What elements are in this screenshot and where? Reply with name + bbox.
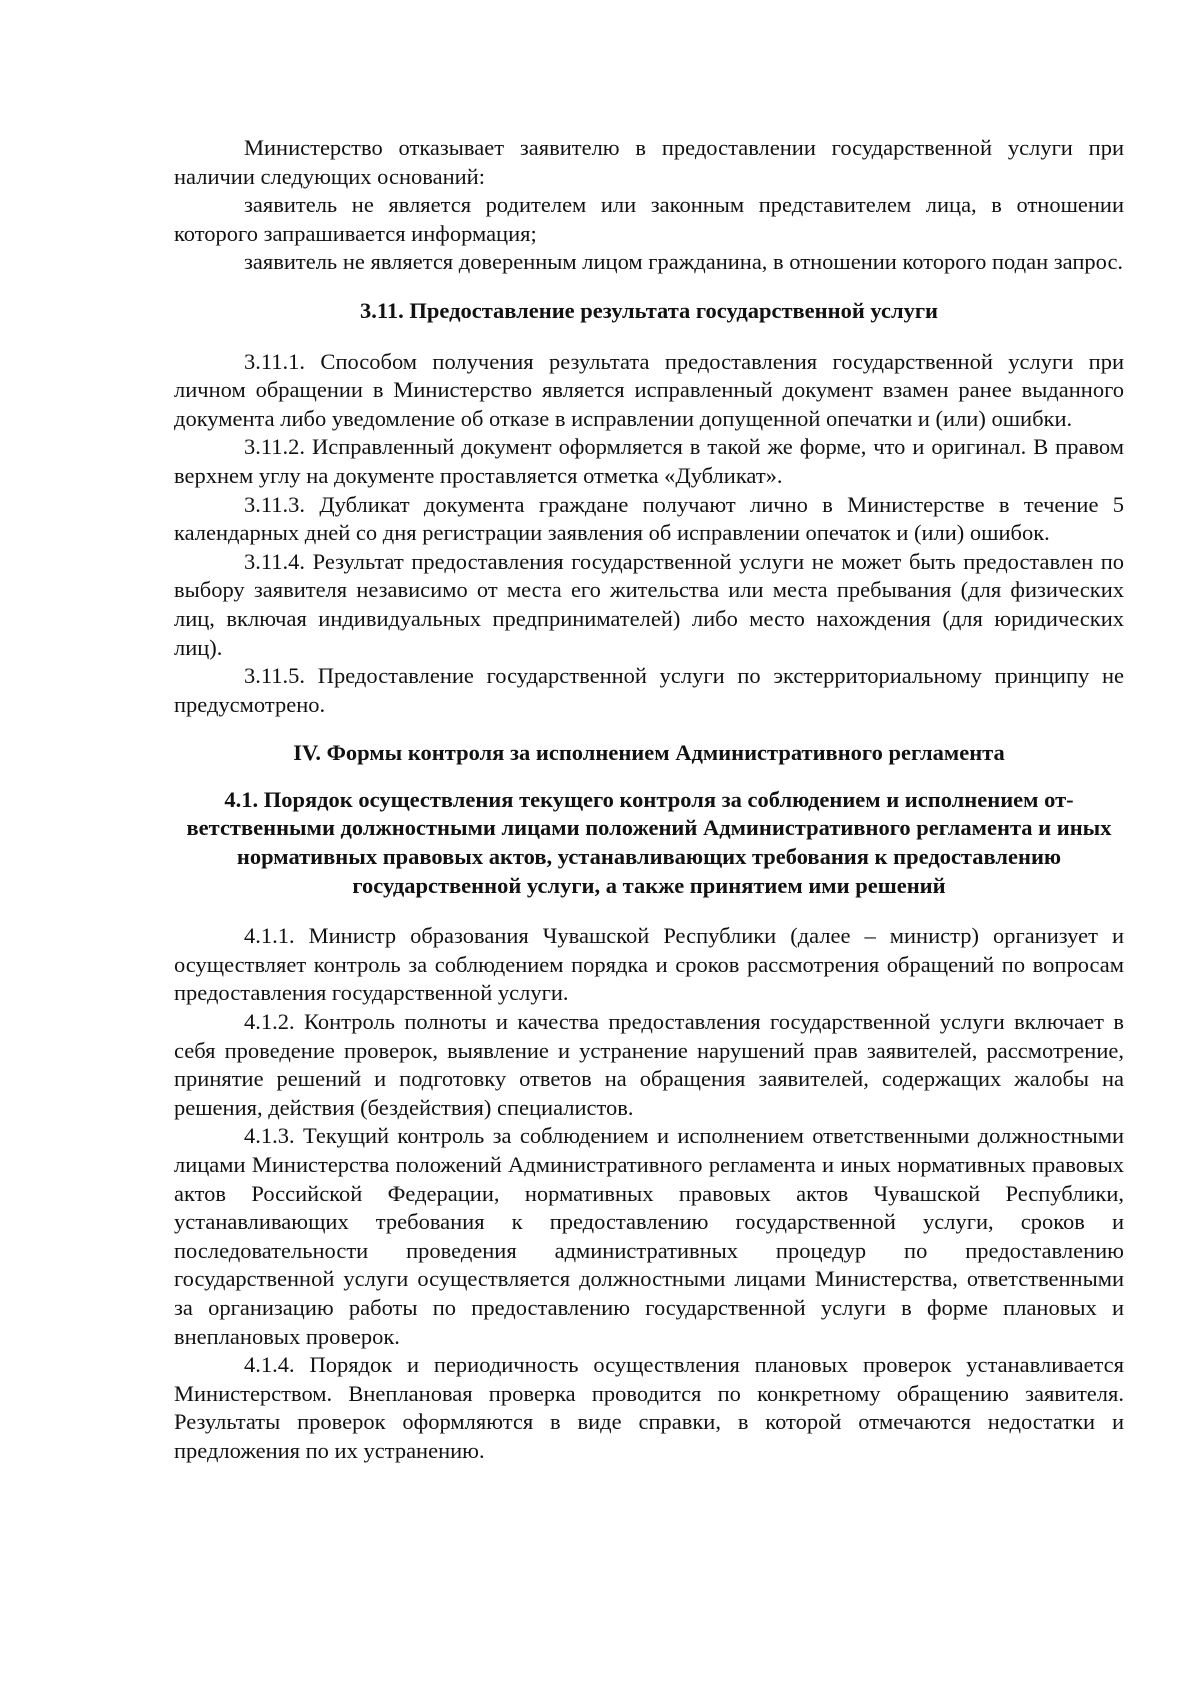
paragraph-refusal-grounds: Министерство отказывает заявителю в предоставлении государственной услуги при наличии следующих оснований: <box>174 135 1124 189</box>
paragraph-4-1-1: 4.1.1. Министр образования Чувашской Республики (далее – министр) организует и осуществляет контроль за соблюдением порядка и сроков рассмотрения обращений по вопросам предоставления государственной услуги. <box>174 923 1124 1006</box>
paragraph-3-11-3: 3.11.3. Дубликат документа граждане получают лично в Министерстве в течение 5 календарных дней со дня регистрации заявления об исправлении опечаток и (или) ошибок. <box>174 491 1124 546</box>
section-heading-4-1: 4.1. Порядок осуществления текущего контроля за соблюдением и исполнением ответственными должностными лицами положений Административного регламента и иных нормативных правовых актов, устанавливающих требования к предоставлению государственной услуги, а также принятием ими решений <box>186 786 1112 898</box>
spacer <box>174 277 1124 297</box>
paragraph-4-1-3: 4.1.3. Текущий контроль за соблюдением и исполнением ответственными должностными лицами Министерства положений Административного регламента и иных нормативных правовых актов Российской Федерации, нормативных правовых актов Чувашской Республики, устанавливающих требования к предоставлению государственной услуги, сроков и последовательности проведения административных процедур по предоставлению государственной услуги осуществляется должностными лицами Министерства, ответственными за организацию работы по предоставлению государственной услуги в форме плановых и внеплановых проверок. <box>174 1123 1124 1349</box>
paragraph-3-11-1: 3.11.1. Способом получения результата предоставления государственной услуги при личном обращении в Министерство является исправленный документ взамен ранее выданного документа либо уведомление об отказе в исправлении допущенной опечатки и (или) ошибки. <box>174 348 1124 431</box>
spacer <box>174 900 1124 922</box>
chapter-heading-4: IV. Формы контроля за исполнением Административного регламента <box>293 740 1005 766</box>
paragraph-3-11-5: 3.11.5. Предоставление государственной услуги по экстерриториальному принципу не предусмотрено. <box>174 663 1124 717</box>
spacer <box>174 768 1124 786</box>
spacer <box>174 719 1124 739</box>
paragraph-4-1-2: 4.1.2. Контроль полноты и качества предоставления государственной услуги включает в себя проведение проверок, выявление и устранение нарушений прав заявителей, рассмотрение, принятие решений и подготовку ответов на обращения заявителей, содержащих жалобы на решения, действия (бездействия) специалистов. <box>174 1009 1124 1120</box>
paragraph-3-11-4: 3.11.4. Результат предоставления государственной услуги не может быть предоставлен по выбору заявителя независимо от места его жительства или места пребывания (для физических лиц, включая индивидуальных предпринимателей) либо место нахождения (для юридических лиц). <box>174 548 1124 660</box>
paragraph-3-11-2: 3.11.2. Исправленный документ оформляется в такой же форме, что и оригинал. В правом верхнем углу на документе проставляется отметка «Дубликат». <box>174 434 1124 488</box>
paragraph-ground-not-trustee: заявитель не является доверенным лицом гражданина, в отношении которого подан запрос. <box>244 249 1124 275</box>
section-heading-3-11: 3.11. Предоставление результата государственной услуги <box>359 297 939 323</box>
spacer <box>174 326 1124 348</box>
paragraph-ground-not-parent: заявитель не является родителем или законным представителем лица, в отношении которого запрашивается информация; <box>174 192 1124 246</box>
paragraph-4-1-4: 4.1.4. Порядок и периодичность осуществления плановых проверок устанавливается Министерством. Внеплановая проверка проводится по конкретному обращению заявителя. Результаты проверок оформляются в виде справки, в которой отмечаются недостатки и предложения по их устранению. <box>174 1352 1124 1463</box>
document-page <box>174 134 1124 1466</box>
